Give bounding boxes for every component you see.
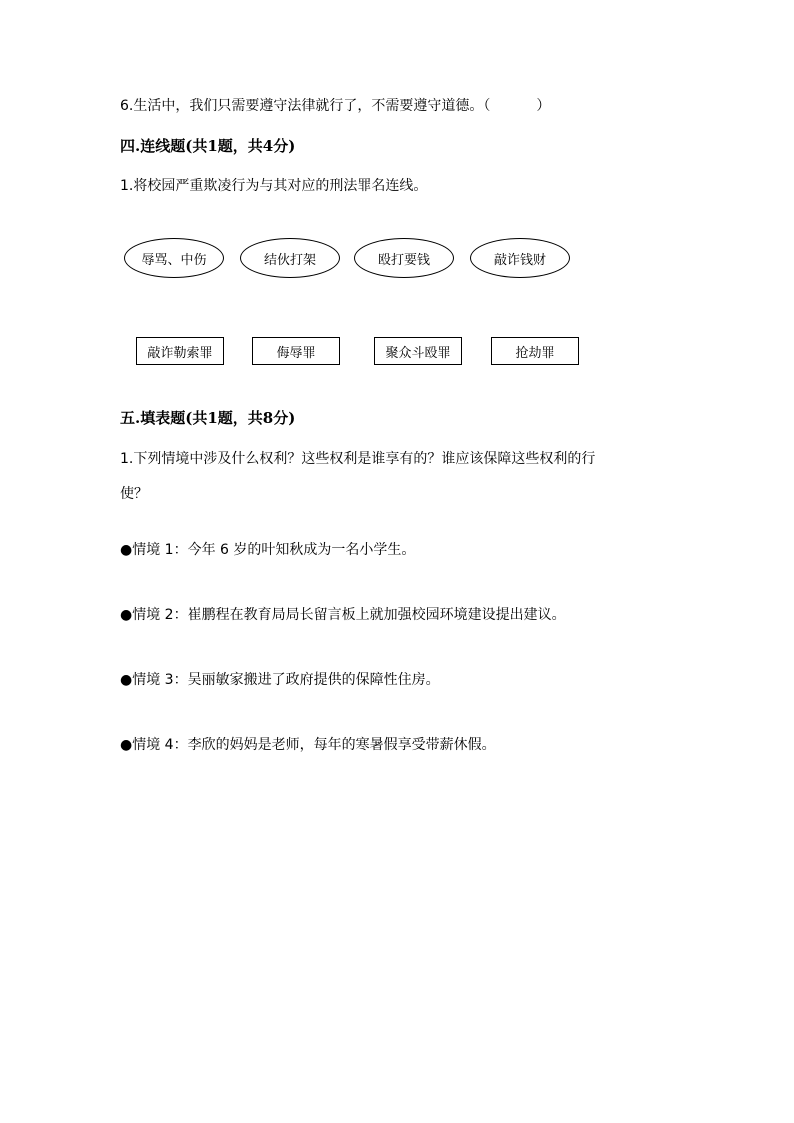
scenario-2 [120,605,566,625]
section-5-title: 五.填表题(共1题，共8分) [120,409,296,427]
behavior-oval-2[interactable]: 结伙打架 [240,238,340,278]
bullet-icon: ● [120,737,133,753]
behavior-oval-1[interactable]: 辱骂、中伤 [124,238,224,278]
question-6-close: ） [536,98,551,114]
behavior-oval-4[interactable]: 敲诈钱财 [470,238,570,278]
bullet-icon: ● [120,672,133,688]
crime-box-2[interactable]: 侮辱罪 [252,337,340,365]
section-4-title: 四.连线题(共1题，共4分) [120,137,296,155]
section-5-question-line-2: 使？ [120,486,148,502]
crime-box-4[interactable]: 抢劫罪 [491,337,579,365]
question-6 [120,96,550,116]
scenario-4-text: 情境 4：李欣的妈妈是老师，每年的寒暑假享受带薪休假。 [132,737,496,753]
crime-box-3[interactable]: 聚众斗殴罪 [374,337,462,365]
section-5-question-line-1: 1.下列情境中涉及什么权利？这些权利是谁享有的？谁应该保障这些权利的行 [120,451,596,467]
bullet-icon: ● [120,607,133,623]
crime-box-1[interactable]: 敲诈勒索罪 [136,337,224,365]
scenario-1 [120,540,415,560]
scenario-1-text: 情境 1：今年 6 岁的叶知秋成为一名小学生。 [132,542,416,558]
bullet-icon: ● [120,542,133,558]
scenario-3 [120,670,440,690]
behavior-oval-3[interactable]: 殴打要钱 [354,238,454,278]
section-4-question: 1.将校园严重欺凌行为与其对应的刑法罪名连线。 [120,178,428,194]
scenario-3-text: 情境 3：吴丽敏家搬进了政府提供的保障性住房。 [132,672,440,688]
scenario-2-text: 情境 2：崔鹏程在教育局局长留言板上就加强校园环境建设提出建议。 [132,607,566,623]
question-6-text: 6.生活中，我们只需要遵守法律就行了，不需要遵守道德。（ [120,98,491,114]
scenario-4 [120,735,496,755]
